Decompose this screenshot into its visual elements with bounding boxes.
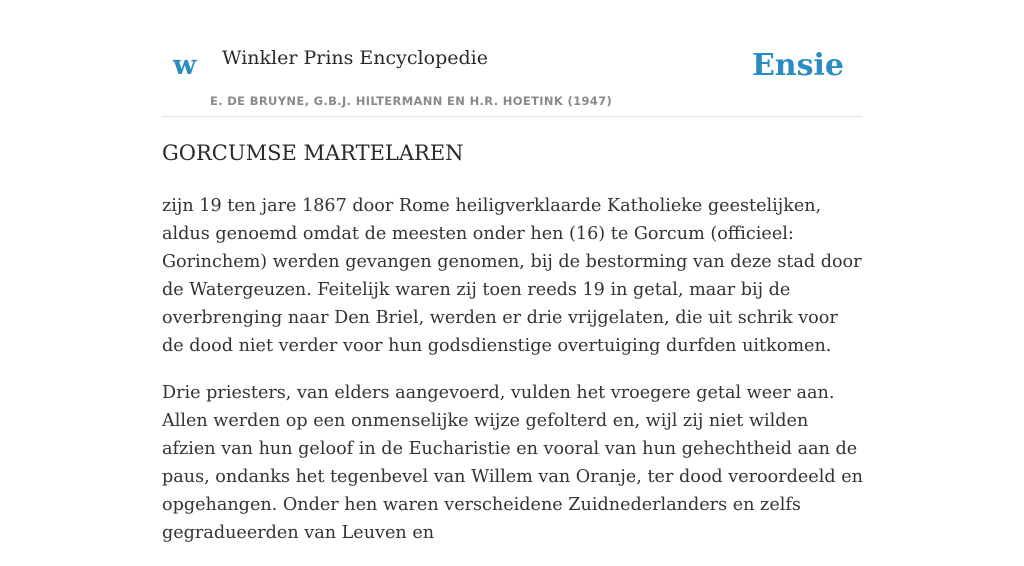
article-paragraph: zijn 19 ten jare 1867 door Rome heiligverklaarde Katholieke geestelijken, aldus genoemd omdat de meesten onder hen (16) te Gorcum (officieel: Gorinchem) werden gevangen genomen, bij de bestorming van deze stad door de Watergeuzen. Feitelijk waren zij toen reeds 19 in getal, maar bij de overbrenging naar Den Briel, werden er drie vrijgelaten, die uit schrik voor de dood niet verder voor hun godsdienstige overtuiging durfden uitkomen. <box>162 196 862 356</box>
book-title[interactable]: Winkler Prins Encyclopedie <box>222 47 488 69</box>
ensie-logo[interactable]: Ensie <box>751 48 844 83</box>
site-header <box>162 0 862 117</box>
winkler-prins-logo-icon[interactable]: w <box>173 50 197 81</box>
article-paragraph: Drie priesters, van elders aangevoerd, vulden het vroegere getal weer aan. Allen werden op een onmenselijke wijze gefolterd en, wijl zij niet wilden afzien van hun geloof in de Eucharistie en vooral van hun gehechtheid aan de paus, ondanks het tegenbevel van Willem van Oranje, ter dood veroordeeld en opgehangen. Onder hen waren verscheidene Zuidnederlanders en zelfs gegradueerden van Leuven en <box>162 383 863 543</box>
article-body <box>162 192 864 566</box>
book-authors: E. DE BRUYNE, G.B.J. HILTERMANN EN H.R. HOETINK (1947) <box>210 94 613 108</box>
article-title: GORCUMSE MARTELAREN <box>162 141 464 165</box>
